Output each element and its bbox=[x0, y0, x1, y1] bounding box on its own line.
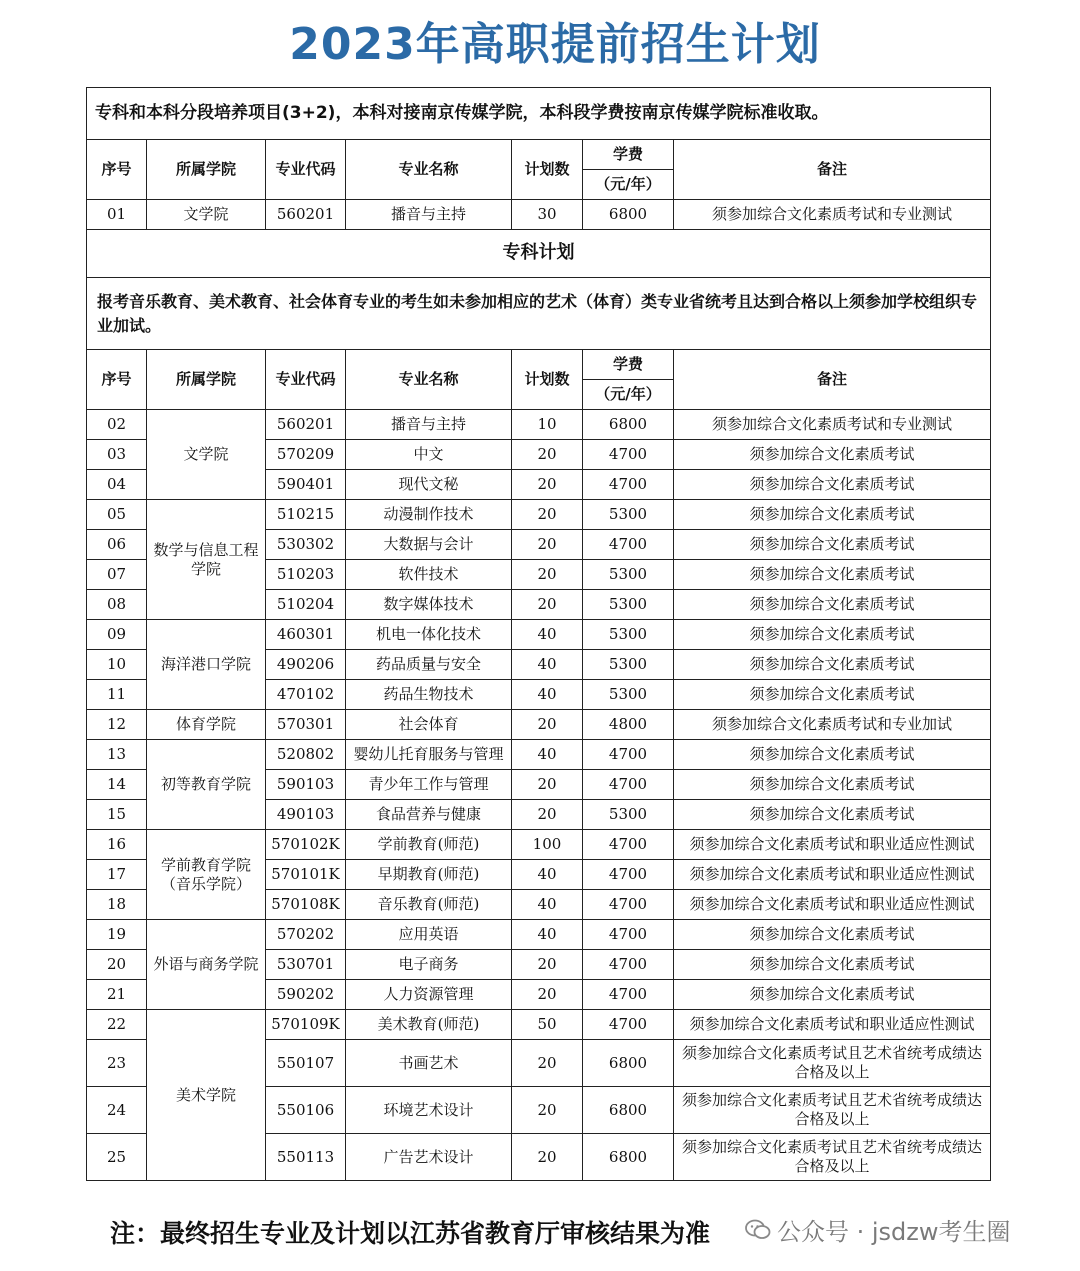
cell-plan: 20 bbox=[512, 470, 583, 500]
cell-seq: 08 bbox=[87, 590, 147, 620]
cell-seq: 04 bbox=[87, 470, 147, 500]
cell-note: 须参加综合文化素质考试 bbox=[674, 620, 991, 650]
cell-note: 须参加综合文化素质考试 bbox=[674, 470, 991, 500]
cell-plan: 20 bbox=[512, 1087, 583, 1134]
cell-note: 须参加综合文化素质考试 bbox=[674, 740, 991, 770]
cell-major: 软件技术 bbox=[346, 560, 512, 590]
footer-note: 注：最终招生专业及计划以江苏省教育厅审核结果为准 bbox=[110, 1219, 711, 1248]
cell-college: 文学院 bbox=[147, 200, 266, 230]
header-row-main bbox=[87, 350, 991, 410]
cell-seq: 06 bbox=[87, 530, 147, 560]
cell-fee: 4700 bbox=[583, 830, 674, 860]
cell-note: 须参加综合文化素质考试且艺术省统考成绩达合格及以上 bbox=[674, 1134, 991, 1181]
table-row bbox=[87, 620, 991, 650]
cell-seq: 09 bbox=[87, 620, 147, 650]
cell-code: 550107 bbox=[266, 1040, 346, 1087]
cell-fee: 4700 bbox=[583, 470, 674, 500]
cell-note: 须参加综合文化素质考试 bbox=[674, 560, 991, 590]
cell-seq: 21 bbox=[87, 980, 147, 1010]
cell-major: 青少年工作与管理 bbox=[346, 770, 512, 800]
cell-plan: 40 bbox=[512, 890, 583, 920]
cell-code: 570108K bbox=[266, 890, 346, 920]
cell-plan: 40 bbox=[512, 620, 583, 650]
cell-code: 510203 bbox=[266, 560, 346, 590]
header-major: 专业名称 bbox=[346, 350, 512, 410]
cell-major: 广告艺术设计 bbox=[346, 1134, 512, 1181]
cell-code: 530701 bbox=[266, 950, 346, 980]
cell-seq: 24 bbox=[87, 1087, 147, 1134]
cell-plan: 20 bbox=[512, 1040, 583, 1087]
cell-seq: 23 bbox=[87, 1040, 147, 1087]
cell-plan: 20 bbox=[512, 560, 583, 590]
cell-fee: 4700 bbox=[583, 1010, 674, 1040]
cell-code: 550106 bbox=[266, 1087, 346, 1134]
cell-seq: 07 bbox=[87, 560, 147, 590]
cell-plan: 40 bbox=[512, 680, 583, 710]
table-row bbox=[87, 830, 991, 860]
exam-notice: 报考音乐教育、美术教育、社会体育专业的考生如未参加相应的艺术（体育）类专业省统考且达到合格以上须参加学校组织专业加试。 bbox=[87, 278, 991, 350]
cell-college: 外语与商务学院 bbox=[147, 920, 266, 1010]
cell-seq: 18 bbox=[87, 890, 147, 920]
cell-fee: 4800 bbox=[583, 710, 674, 740]
cell-plan: 40 bbox=[512, 920, 583, 950]
cell-fee: 6800 bbox=[583, 200, 674, 230]
cell-fee: 4700 bbox=[583, 530, 674, 560]
cell-seq: 14 bbox=[87, 770, 147, 800]
header-fee-unit: （元/年） bbox=[595, 175, 661, 193]
cell-code: 570202 bbox=[266, 920, 346, 950]
header-fee-label: 学费 bbox=[583, 140, 673, 170]
cell-fee: 6800 bbox=[583, 410, 674, 440]
cell-code: 590103 bbox=[266, 770, 346, 800]
cell-major: 播音与主持 bbox=[346, 200, 512, 230]
cell-fee: 4700 bbox=[583, 440, 674, 470]
cell-college: 美术学院 bbox=[147, 1010, 266, 1181]
cell-code: 520802 bbox=[266, 740, 346, 770]
cell-fee: 4700 bbox=[583, 980, 674, 1010]
cell-fee: 4700 bbox=[583, 920, 674, 950]
header-college: 所属学院 bbox=[147, 350, 266, 410]
cell-fee: 6800 bbox=[583, 1040, 674, 1087]
cell-code: 490206 bbox=[266, 650, 346, 680]
cell-code: 550113 bbox=[266, 1134, 346, 1181]
cell-code: 570209 bbox=[266, 440, 346, 470]
cell-college: 体育学院 bbox=[147, 710, 266, 740]
cell-plan: 20 bbox=[512, 710, 583, 740]
wechat-icon bbox=[745, 1219, 771, 1241]
joint-program-banner: 专科和本科分段培养项目(3+2)，本科对接南京传媒学院，本科段学费按南京传媒学院标准收取。 bbox=[87, 88, 991, 140]
cell-note: 须参加综合文化素质考试 bbox=[674, 590, 991, 620]
header-code: 专业代码 bbox=[266, 350, 346, 410]
cell-note: 须参加综合文化素质考试 bbox=[674, 800, 991, 830]
header-seq: 序号 bbox=[87, 350, 147, 410]
table-row bbox=[87, 740, 991, 770]
cell-note: 须参加综合文化素质考试 bbox=[674, 440, 991, 470]
cell-college: 海洋港口学院 bbox=[147, 620, 266, 710]
cell-seq: 10 bbox=[87, 650, 147, 680]
cell-fee: 5300 bbox=[583, 800, 674, 830]
header-plan: 计划数 bbox=[512, 350, 583, 410]
cell-major: 环境艺术设计 bbox=[346, 1087, 512, 1134]
cell-plan: 10 bbox=[512, 410, 583, 440]
cell-major: 早期教育(师范) bbox=[346, 860, 512, 890]
cell-note: 须参加综合文化素质考试 bbox=[674, 950, 991, 980]
cell-note: 须参加综合文化素质考试和专业加试 bbox=[674, 710, 991, 740]
section-title: 专科计划 bbox=[87, 230, 991, 278]
cell-plan: 20 bbox=[512, 530, 583, 560]
cell-note: 须参加综合文化素质考试和职业适应性测试 bbox=[674, 890, 991, 920]
table-row bbox=[87, 200, 991, 230]
cell-seq: 17 bbox=[87, 860, 147, 890]
cell-fee: 4700 bbox=[583, 740, 674, 770]
header-fee bbox=[583, 350, 674, 410]
cell-major: 电子商务 bbox=[346, 950, 512, 980]
cell-major: 应用英语 bbox=[346, 920, 512, 950]
cell-code: 570109K bbox=[266, 1010, 346, 1040]
cell-fee: 5300 bbox=[583, 500, 674, 530]
cell-seq: 13 bbox=[87, 740, 147, 770]
cell-code: 460301 bbox=[266, 620, 346, 650]
cell-seq: 11 bbox=[87, 680, 147, 710]
cell-major: 人力资源管理 bbox=[346, 980, 512, 1010]
cell-fee: 5300 bbox=[583, 620, 674, 650]
cell-college: 数学与信息工程学院 bbox=[147, 500, 266, 620]
cell-major: 婴幼儿托育服务与管理 bbox=[346, 740, 512, 770]
cell-plan: 20 bbox=[512, 800, 583, 830]
cell-code: 590401 bbox=[266, 470, 346, 500]
cell-fee: 5300 bbox=[583, 590, 674, 620]
table-row bbox=[87, 710, 991, 740]
header-seq: 序号 bbox=[87, 140, 147, 200]
header-note: 备注 bbox=[674, 140, 991, 200]
cell-plan: 20 bbox=[512, 590, 583, 620]
cell-major: 动漫制作技术 bbox=[346, 500, 512, 530]
cell-major: 中文 bbox=[346, 440, 512, 470]
cell-plan: 20 bbox=[512, 950, 583, 980]
cell-seq: 20 bbox=[87, 950, 147, 980]
cell-note: 须参加综合文化素质考试 bbox=[674, 770, 991, 800]
cell-major: 现代文秘 bbox=[346, 470, 512, 500]
cell-note: 须参加综合文化素质考试和专业测试 bbox=[674, 410, 991, 440]
cell-fee: 4700 bbox=[583, 860, 674, 890]
cell-note: 须参加综合文化素质考试 bbox=[674, 920, 991, 950]
watermark bbox=[745, 1212, 1011, 1247]
cell-plan: 100 bbox=[512, 830, 583, 860]
cell-fee: 6800 bbox=[583, 1087, 674, 1134]
cell-college: 初等教育学院 bbox=[147, 740, 266, 830]
cell-note: 须参加综合文化素质考试 bbox=[674, 980, 991, 1010]
cell-note: 须参加综合文化素质考试 bbox=[674, 530, 991, 560]
cell-note: 须参加综合文化素质考试和职业适应性测试 bbox=[674, 830, 991, 860]
cell-plan: 40 bbox=[512, 650, 583, 680]
cell-seq: 19 bbox=[87, 920, 147, 950]
cell-code: 510215 bbox=[266, 500, 346, 530]
cell-fee: 4700 bbox=[583, 770, 674, 800]
cell-plan: 40 bbox=[512, 860, 583, 890]
cell-code: 560201 bbox=[266, 200, 346, 230]
cell-code: 510204 bbox=[266, 590, 346, 620]
cell-seq: 02 bbox=[87, 410, 147, 440]
cell-seq: 05 bbox=[87, 500, 147, 530]
cell-college: 学前教育学院（音乐学院） bbox=[147, 830, 266, 920]
cell-seq: 12 bbox=[87, 710, 147, 740]
cell-major: 播音与主持 bbox=[346, 410, 512, 440]
cell-major: 学前教育(师范) bbox=[346, 830, 512, 860]
cell-seq: 16 bbox=[87, 830, 147, 860]
header-fee-unit: （元/年） bbox=[595, 385, 661, 403]
cell-plan: 20 bbox=[512, 500, 583, 530]
cell-note: 须参加综合文化素质考试 bbox=[674, 680, 991, 710]
cell-seq: 01 bbox=[87, 200, 147, 230]
table-row bbox=[87, 920, 991, 950]
cell-plan: 20 bbox=[512, 770, 583, 800]
cell-code: 590202 bbox=[266, 980, 346, 1010]
cell-code: 570102K bbox=[266, 830, 346, 860]
cell-fee: 5300 bbox=[583, 560, 674, 590]
cell-major: 书画艺术 bbox=[346, 1040, 512, 1087]
cell-plan: 20 bbox=[512, 1134, 583, 1181]
cell-code: 560201 bbox=[266, 410, 346, 440]
cell-plan: 20 bbox=[512, 440, 583, 470]
cell-fee: 4700 bbox=[583, 950, 674, 980]
cell-major: 大数据与会计 bbox=[346, 530, 512, 560]
enrollment-plan-table bbox=[86, 87, 991, 1181]
cell-note: 须参加综合文化素质考试和职业适应性测试 bbox=[674, 860, 991, 890]
cell-seq: 15 bbox=[87, 800, 147, 830]
cell-major: 社会体育 bbox=[346, 710, 512, 740]
cell-fee: 5300 bbox=[583, 650, 674, 680]
table-row bbox=[87, 410, 991, 440]
cell-plan: 50 bbox=[512, 1010, 583, 1040]
header-note: 备注 bbox=[674, 350, 991, 410]
header-fee bbox=[583, 140, 674, 200]
cell-major: 药品生物技术 bbox=[346, 680, 512, 710]
page-title: 2023年高职提前招生计划 bbox=[289, 19, 821, 70]
cell-code: 570101K bbox=[266, 860, 346, 890]
cell-code: 530302 bbox=[266, 530, 346, 560]
cell-major: 音乐教育(师范) bbox=[346, 890, 512, 920]
cell-note: 须参加综合文化素质考试和专业测试 bbox=[674, 200, 991, 230]
header-plan: 计划数 bbox=[512, 140, 583, 200]
cell-code: 470102 bbox=[266, 680, 346, 710]
cell-note: 须参加综合文化素质考试 bbox=[674, 650, 991, 680]
header-fee-label: 学费 bbox=[583, 350, 673, 380]
cell-seq: 03 bbox=[87, 440, 147, 470]
watermark-text: 公众号 · jsdzw考生圈 bbox=[777, 1218, 1011, 1246]
cell-major: 药品质量与安全 bbox=[346, 650, 512, 680]
table-row bbox=[87, 1010, 991, 1040]
cell-code: 570301 bbox=[266, 710, 346, 740]
cell-plan: 30 bbox=[512, 200, 583, 230]
cell-major: 食品营养与健康 bbox=[346, 800, 512, 830]
cell-major: 机电一体化技术 bbox=[346, 620, 512, 650]
cell-note: 须参加综合文化素质考试和职业适应性测试 bbox=[674, 1010, 991, 1040]
cell-plan: 40 bbox=[512, 740, 583, 770]
cell-seq: 22 bbox=[87, 1010, 147, 1040]
cell-seq: 25 bbox=[87, 1134, 147, 1181]
header-college: 所属学院 bbox=[147, 140, 266, 200]
header-major: 专业名称 bbox=[346, 140, 512, 200]
cell-note: 须参加综合文化素质考试 bbox=[674, 500, 991, 530]
cell-code: 490103 bbox=[266, 800, 346, 830]
header-code: 专业代码 bbox=[266, 140, 346, 200]
cell-plan: 20 bbox=[512, 980, 583, 1010]
cell-college: 文学院 bbox=[147, 410, 266, 500]
table-row bbox=[87, 500, 991, 530]
cell-major: 数字媒体技术 bbox=[346, 590, 512, 620]
cell-fee: 6800 bbox=[583, 1134, 674, 1181]
cell-major: 美术教育(师范) bbox=[346, 1010, 512, 1040]
cell-fee: 4700 bbox=[583, 890, 674, 920]
cell-note: 须参加综合文化素质考试且艺术省统考成绩达合格及以上 bbox=[674, 1040, 991, 1087]
cell-fee: 5300 bbox=[583, 680, 674, 710]
cell-note: 须参加综合文化素质考试且艺术省统考成绩达合格及以上 bbox=[674, 1087, 991, 1134]
header-row-joint bbox=[87, 140, 991, 200]
